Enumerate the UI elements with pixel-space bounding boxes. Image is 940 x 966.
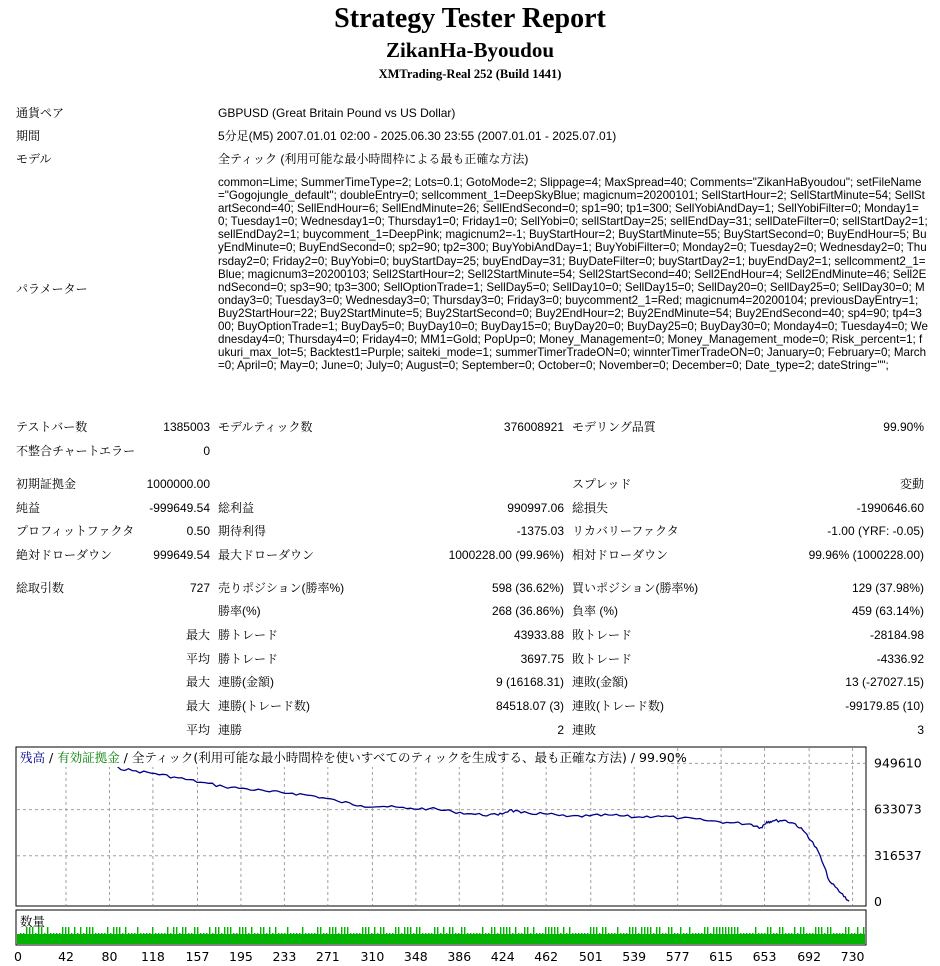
largest-win-value: 43933.88 <box>513 628 564 642</box>
x-tick-label-13: 501 <box>578 949 603 964</box>
net-profit-label: 純益 <box>16 501 41 515</box>
largest-loss-value: -28184.98 <box>869 628 924 642</box>
long-positions-label: 買いポジション(勝率%) <box>572 581 699 595</box>
consec-losses-money-value: 13 (-27027.15) <box>845 675 924 689</box>
x-tick-label-5: 195 <box>229 949 253 964</box>
absolute-drawdown-value: 999649.54 <box>153 548 210 562</box>
profit-factor-value: 0.50 <box>186 524 210 538</box>
ea-name: ZikanHa-Byoudou <box>385 38 555 62</box>
consec-losses-money-label: 連敗(金額) <box>572 675 628 689</box>
x-tick-label-18: 692 <box>797 949 822 964</box>
model-label: モデル <box>16 152 52 166</box>
consec-wins-money-value: 9 (16168.31) <box>495 675 564 689</box>
x-tick-label-12: 462 <box>534 949 559 964</box>
largest-label: 最大 <box>185 628 210 642</box>
avg-consec-losses-label: 連敗 <box>572 723 597 737</box>
consec-wins-count-label: 連勝(トレード数) <box>218 699 310 713</box>
deposit-label: 初期証拠金 <box>16 477 77 491</box>
x-tick-label-6: 233 <box>272 949 297 964</box>
x-tick-label-4: 157 <box>185 949 210 964</box>
expected-payoff-label: 期待利得 <box>218 524 267 538</box>
volume-label: 数量 <box>20 914 46 929</box>
maximal-drawdown-value: 1000228.00 (99.96%) <box>448 548 564 562</box>
y-tick-label-3: 0 <box>874 894 882 909</box>
average-label: 平均 <box>185 652 210 666</box>
y-tick-label-2: 316537 <box>874 847 922 863</box>
x-tick-label-0: 0 <box>14 949 22 964</box>
mismatch-label: 不整合チャートエラー <box>16 444 136 458</box>
gross-loss-label: 総損失 <box>572 501 609 515</box>
win-rate-label: 勝率(%) <box>218 604 261 618</box>
consec-losses-count-label: 連敗(トレード数) <box>572 699 664 713</box>
params-value: common=Lime; SummerTimeType=2; Lots=0.1; GotoMode=2; Slippage=4; MaxSpread=40; Comments="ZikanHaByoudou"; setFileName="Gogojungle_default"; doubleEntry=0; sellcomment_1=DeepSkyBlue; magicnum=20200101; SellStartHour=2; SellStartMinute=54; SellStartSecond=40; SellEndHour=6; SellEndMinute=26; SellEndSecond=0; sp1=90; tp1=300; SellYobiAndDay=1; SellYobiFilter=0; Monday1=0; Tuesday1=0; Wednesday1=0; Thursday1=0; Friday1=0; SellYobi=0; sellStartDay=25; sellEndDay=31; sellDateFilter=0; sellStartDay2=1; sellEndDay2=1; buycomment_1=DeepPink; magicnum2=-1; BuyStartHour=2; BuyStartMinute=55; BuyStartSecond=0; BuyEndHour=5; BuyEndMinute=0; BuyEndSecond=0; sp2=90; tp2=300; BuyYobiAndDay=1; BuyYobiFilter=0; Monday2=0; Tuesday2=0; Wednesday2=0; Thursday2=0; Friday2=0; BuyYobi=0; buyStartDay=25; buyEndDay=31; BuyDateFilter=0; buyStartDay2=1; buyEndDay2=1; sellcomment2_1=Blue; magicnum3=20200103; Sell2StartHour=2; Sell2StartMinute=54; Sell2StartSecond=40; Sell2EndHour=4; Sell2EndMinute=46; Sell2EndSecond=0; sp3=90; tp3=300; SellOptionTrade=1; SellDay5=0; SellDay10=0; SellDay15=0; SellDay20=0; SellDay25=0; SellDay30=0; Monday3=0; Tuesday3=0; Wednesday3=0; Thursday3=0; Friday3=0; buycomment2_1=Red; magicnum4=20200104; previousDayEntry=1; Buy2StartHour=22; Buy2StartMinute=5; Buy2StartSecond=0; Buy2EndHour=2; Buy2EndMinute=54; Buy2EndSecond=40; sp4=90; tp4=300; BuyOptionTrade=1; BuyDay5=0; BuyDay10=0; BuyDay15=0; BuyDay20=0; BuyDay25=0; BuyDay30=0; Monday4=0; Tuesday4=0; Wednesday4=0; Thursday4=0; Friday4=0; MM1=Gold; PopUp=0; Money_Management=0; Money_Management_mode=0; Risk_percent=1; fukuri_max_lot=5; Backtest1=Purple; saiteki_mode=1; summerTimerTradeON=0; winnterTimerTradeON=0; January=0; February=0; March=0; April=0; May=0; June=0; July=0; August=0; September=0; October=0; November=0; December=0; Date_type=2; dateString=""; <box>218 176 928 373</box>
report-title: Strategy Tester Report <box>334 3 606 34</box>
symbol-value: GBPUSD (Great Britain Pound vs US Dollar) <box>218 106 456 120</box>
x-tick-label-9: 348 <box>403 949 428 964</box>
period-value: 5分足(M5) 2007.01.01 02:00 - 2025.06.30 23:55 (2007.01.01 - 2025.07.01) <box>218 129 617 143</box>
period-label: 期間 <box>16 129 41 143</box>
net-profit-value: -999649.54 <box>149 501 210 515</box>
relative-drawdown-label: 相対ドローダウン <box>572 548 669 562</box>
long-positions-value: 129 (37.98%) <box>851 581 924 595</box>
x-tick-label-19: 730 <box>840 949 865 964</box>
spread-value: 変動 <box>899 477 924 491</box>
chart-x-ticks <box>14 949 865 964</box>
expected-payoff-value: -1375.03 <box>516 524 564 538</box>
spread-label: スプレッド <box>572 477 632 491</box>
max-label-3: 最大 <box>185 699 210 713</box>
legend-separator-1: / <box>45 750 58 765</box>
legend-equity: 有効証拠金 <box>57 750 120 765</box>
x-tick-label-16: 615 <box>709 949 734 964</box>
symbol-label: 通貨ペア <box>16 106 65 120</box>
relative-drawdown-value: 99.96% (1000228.00) <box>808 548 924 562</box>
y-tick-label-1: 633073 <box>874 801 922 817</box>
win-rate-value: 268 (36.86%) <box>491 604 564 618</box>
gross-loss-value: -1990646.60 <box>856 501 924 515</box>
avg-consec-wins-value: 2 <box>557 723 564 737</box>
ticks-label: モデルティック数 <box>218 420 313 434</box>
quality-value: 99.90% <box>883 420 924 434</box>
total-trades-value: 727 <box>189 581 210 595</box>
volume-baseline-band <box>17 934 865 944</box>
consec-wins-money-label: 連勝(金額) <box>218 675 274 689</box>
y-tick-label-0: 949610 <box>874 755 922 771</box>
consec-wins-count-value: 84518.07 (3) <box>495 699 564 713</box>
x-tick-label-1: 42 <box>58 949 74 964</box>
x-tick-label-10: 386 <box>447 949 472 964</box>
x-tick-label-8: 310 <box>360 949 385 964</box>
legend-separator-2: / <box>119 750 132 765</box>
recovery-factor-label: リカバリーファクタ <box>572 524 679 538</box>
gross-profit-label: 総利益 <box>218 501 255 515</box>
maximal-drawdown-label: 最大ドローダウン <box>218 548 315 562</box>
average-win-value: 3697.75 <box>520 652 564 666</box>
x-tick-label-14: 539 <box>622 949 647 964</box>
profit-factor-label: プロフィットファクタ <box>16 524 135 538</box>
short-positions-label: 売りポジション(勝率%) <box>218 581 345 595</box>
loss-rate-label: 負率 (%) <box>572 604 618 618</box>
chart-legend <box>20 750 687 765</box>
legend-balance: 残高 <box>20 750 46 765</box>
absolute-drawdown-label: 絶対ドローダウン <box>16 548 113 562</box>
legend-model-quality: 全ティック(利用可能な最小時間枠を使いすべてのティックを生成する、最も正確な方法) / 99.90% <box>131 750 687 765</box>
x-tick-label-3: 118 <box>140 949 165 964</box>
params-label: パラメーター <box>16 282 88 296</box>
largest-loss-label: 敗トレード <box>572 628 633 642</box>
bars-label: テストバー数 <box>16 420 88 434</box>
average-loss-value: -4336.92 <box>876 652 924 666</box>
server-build: XMTrading-Real 252 (Build 1441) <box>378 67 562 81</box>
avg-consec-losses-value: 3 <box>917 723 924 737</box>
deposit-value: 1000000.00 <box>146 477 210 491</box>
consec-losses-count-value: -99179.85 (10) <box>845 699 924 713</box>
total-trades-label: 総取引数 <box>16 581 65 595</box>
balance-chart <box>0 744 940 966</box>
chart-y-ticks <box>874 755 922 909</box>
x-tick-label-11: 424 <box>490 949 515 964</box>
ticks-value: 376008921 <box>503 420 564 434</box>
quality-label: モデリング品質 <box>572 420 656 434</box>
average-label-2: 平均 <box>185 723 210 737</box>
x-tick-label-2: 80 <box>101 949 118 964</box>
bars-value: 1385003 <box>163 420 210 434</box>
avg-consec-wins-label: 連勝 <box>218 723 243 737</box>
average-loss-label: 敗トレード <box>572 652 633 666</box>
x-tick-label-15: 577 <box>665 949 690 964</box>
model-value: 全ティック (利用可能な最小時間枠による最も正確な方法) <box>218 152 529 166</box>
gross-profit-value: 990997.06 <box>507 501 564 515</box>
average-win-label: 勝トレード <box>218 652 279 666</box>
recovery-factor-value: -1.00 (YRF: -0.05) <box>827 524 924 538</box>
loss-rate-value: 459 (63.14%) <box>851 604 924 618</box>
x-tick-label-7: 271 <box>315 949 340 964</box>
largest-win-label: 勝トレード <box>218 628 279 642</box>
mismatch-value: 0 <box>203 444 210 458</box>
short-positions-value: 598 (36.62%) <box>491 581 564 595</box>
x-tick-label-17: 653 <box>752 949 777 964</box>
max-label-2: 最大 <box>185 675 210 689</box>
